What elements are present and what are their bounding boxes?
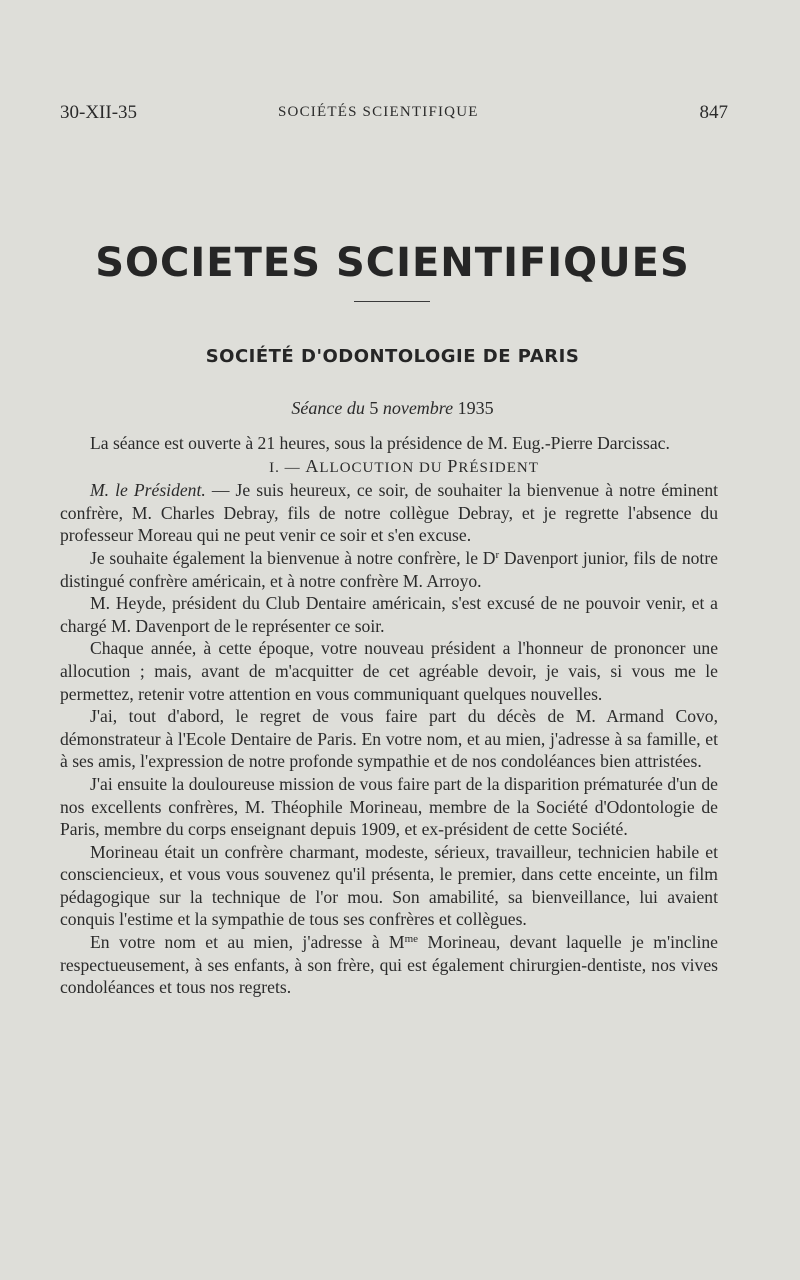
paragraph-1-text: — Je suis heureux, ce soir, de souhaiter la bienvenue à notre éminent confrère, M. Charles Debray, fils de notre collègue Debray, et je regrette l'absence du professeur Moreau qui ne peut venir ce soir et s'en excuse. (60, 480, 719, 546)
society-heading: SOCIÉTÉ D'ODONTOLOGIE DE PARIS (205, 346, 580, 367)
page-number: 847 (699, 102, 728, 123)
running-title: SOCIÉTÉS SCIENTIFIQUE (278, 104, 479, 120)
paragraph-2-text-a: Je souhaite également la bienvenue à notre confrère, le D (90, 547, 496, 568)
section-word-1: LLOCUTION DU (319, 459, 448, 476)
session-label: Séance du (291, 398, 365, 418)
section-heading (60, 455, 718, 480)
title-divider (354, 301, 430, 302)
paragraph-7: Morineau était un confrère charmant, modeste, sérieux, travailleur, technicien habile et consciencieux, et vous vous souvenez qu'il présenta, le premier, dans cette enceinte, un film pédagogique sur la technique de l'or mou. Son amabilité, sa bienveillance, lui avaient conquis l'estime et la sympathie de tous ses confrères et collègues. (60, 841, 718, 930)
session-month: novembre (382, 398, 454, 418)
session-day: 5 (364, 398, 383, 418)
section-initial-a: A (305, 455, 320, 476)
paragraph-4: Chaque année, à cette époque, votre nouveau président a l'honneur de prononcer une allocution ; mais, avant de m'acquitter de cet agréable devoir, je vais, si vous me le permettez, retenir votre attention en vous communiquant quelques nouvelles. (60, 638, 718, 704)
speaker-label: M. le Président. (90, 480, 206, 501)
article-body (60, 432, 718, 999)
section-number: I. — (269, 459, 306, 476)
session-date (0, 398, 785, 419)
paragraph-3: M. Heyde, président du Club Dentaire américain, s'est excusé de ne pouvoir venir, et a chargé M. Davenport de le représenter ce soir. (60, 593, 718, 636)
superscript-me: me (404, 933, 419, 946)
paragraph-8-text-a: En votre nom et au mien, j'adresse à M (90, 932, 405, 953)
section-word-2: RÉSIDENT (458, 459, 539, 476)
paragraph-5: J'ai, tout d'abord, le regret de vous faire part du décès de M. Armand Covo, démonstrateur à l'Ecole Dentaire de Paris. En votre nom, et au mien, j'adresse à sa famille, et à ses amis, l'expression de notre profonde sympathie et de nos condoléances bien attristées. (60, 706, 718, 772)
paragraph-1 (60, 479, 718, 547)
running-header (60, 102, 728, 130)
paragraph-2 (60, 547, 718, 592)
opening-paragraph: La séance est ouverte à 21 heures, sous la présidence de M. Eug.-Pierre Darcissac. (90, 433, 670, 453)
paragraph-6: J'ai ensuite la douloureuse mission de vous faire part de la disparition prématurée d'un de nos excellents confrères, M. Théophile Morineau, membre de la Société d'Odontologie de Paris, membre du corps enseignant depuis 1909, et ex-président de cette Société. (60, 773, 718, 840)
section-initial-p: P (447, 455, 459, 476)
superscript-r: r (495, 548, 500, 561)
session-year: 1935 (453, 398, 494, 418)
issue-date: 30-XII-35 (60, 102, 138, 123)
paragraph-8-text-b: Morineau, devant laquelle je m'incline respectueusement, à ses enfants, à son frère, qui est également chirurgien-dentiste, nos vives condoléances et tous nos regrets. (60, 932, 718, 998)
paragraph-2-text-b: Davenport junior, fils de notre distingué confrère américain, et à notre confrère M. Arroyo. (60, 547, 718, 591)
paragraph-8 (60, 931, 718, 999)
page-title: SOCIETES SCIENTIFIQUES (95, 240, 690, 286)
